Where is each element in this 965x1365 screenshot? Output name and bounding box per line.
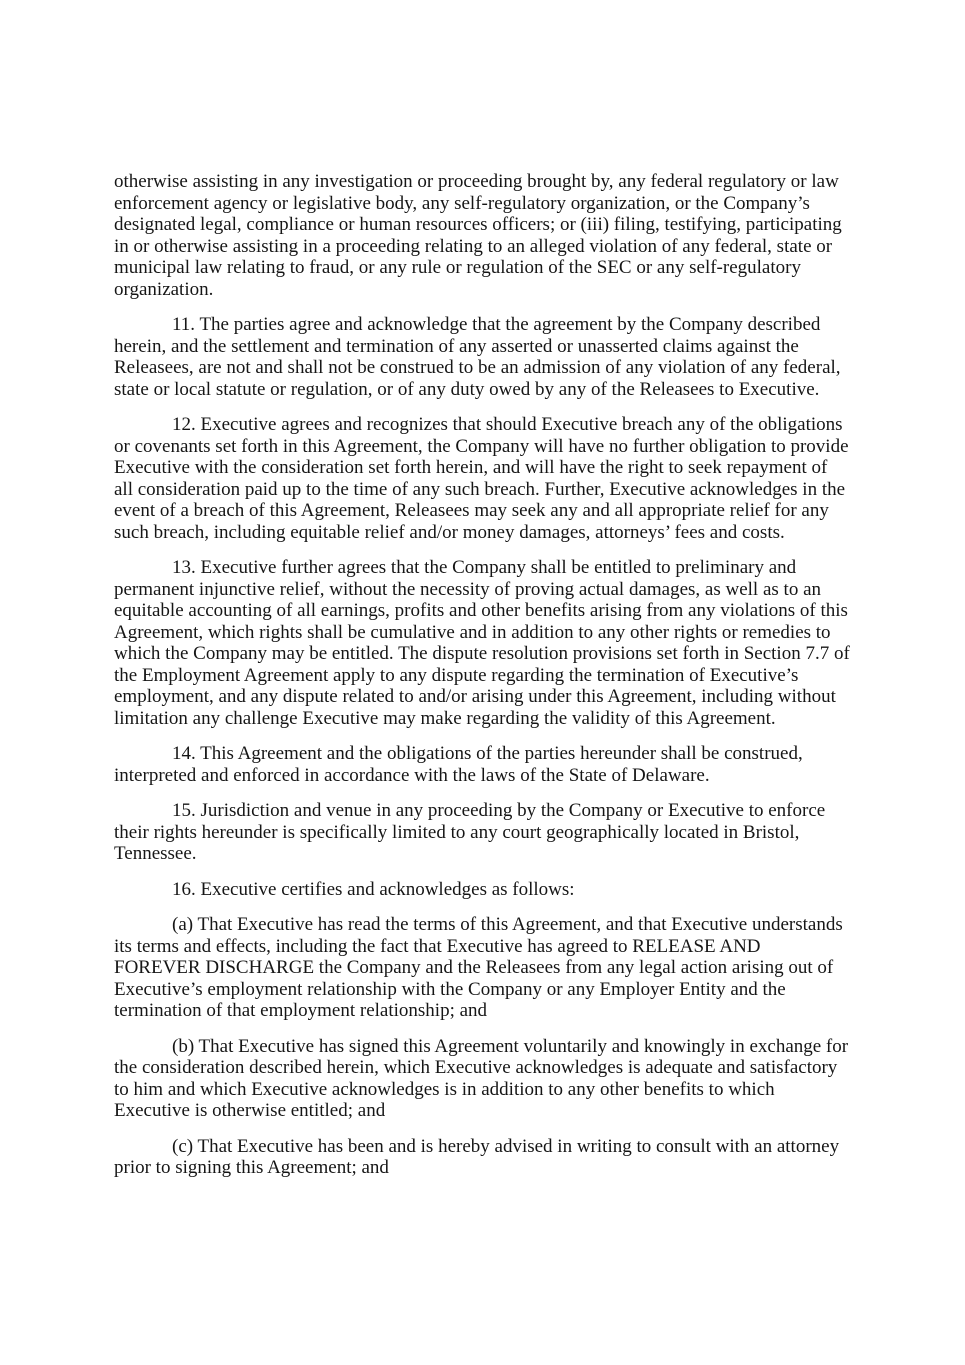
paragraph-11: 11. The parties agree and acknowledge that the agreement by the Company described herein, and the settlement and termination of any asserted or unasserted claims against the Releasees, are not and shall not be construed to be an admission of any violation of any federal, state or local statute or regulation, or of any duty owed by any of the Releasees to Executive. (114, 314, 841, 400)
paragraph-16a: (a) That Executive has read the terms of this Agreement, and that Executive understands its terms and effects, including the fact that Executive has agreed to RELEASE AND FOREVER DISCHARGE the Company and the Releasees from any legal action arising out of Executive’s employment relationship with the Company or any Employer Entity and the termination of that employment relationship; and (114, 914, 843, 1021)
paragraph-13: 13. Executive further agrees that the Company shall be entitled to preliminary and permanent injunctive relief, without the necessity of proving actual damages, as well as to an equitable accounting of all earnings, profits and other benefits arising from any violations of this Agreement, which rights shall be cumulative and in addition to any other rights or remedies to which the Company may be entitled. The dispute resolution provisions set forth in Section 7.7 of the Employment Agreement apply to any dispute regarding the termination of Executive’s employment, and any dispute related to and/or arising under this Agreement, including without limitation any challenge Executive may make regarding the validity of this Agreement. (114, 557, 850, 729)
paragraph-continuation: otherwise assisting in any investigation or proceeding brought by, any federal regulatory or law enforcement agency or legislative body, any self-regulatory organization, or the Company’s designated legal, compliance or human resources officers; or (iii) filing, testifying, participating in or otherwise assisting in a proceeding relating to an alleged violation of any federal, state or municipal law relating to fraud, or any rule or regulation of the SEC or any self-regulatory organization. (114, 171, 842, 300)
paragraph-14: 14. This Agreement and the obligations of the parties hereunder shall be construed, interpreted and enforced in accordance with the laws of the State of Delaware. (114, 743, 803, 786)
paragraph-16b: (b) That Executive has signed this Agreement voluntarily and knowingly in exchange for the consideration described herein, which Executive acknowledges is adequate and satisfactory to him and which Executive acknowledges is in addition to any other benefits to which Executive is otherwise entitled; and (114, 1035, 849, 1121)
paragraph-16: 16. Executive certifies and acknowledges as follows: (172, 878, 575, 900)
document-body (114, 171, 850, 1193)
paragraph-12: 12. Executive agrees and recognizes that should Executive breach any of the obligations or covenants set forth in this Agreement, the Company will have no further obligation to provide Executive with the consideration set forth herein, and will have the right to seek repayment of all consideration paid up to the time of any such breach. Further, Executive acknowledges in the event of a breach of this Agreement, Releasees may seek any and all appropriate relief for any such breach, including equitable relief and/or money damages, attorneys’ fees and costs. (114, 414, 849, 543)
paragraph-15: 15. Jurisdiction and venue in any proceeding by the Company or Executive to enforce their rights hereunder is specifically limited to any court geographically located in Bristol, Tennessee. (114, 800, 826, 864)
paragraph-16c: (c) That Executive has been and is hereby advised in writing to consult with an attorney prior to signing this Agreement; and (114, 1135, 840, 1178)
